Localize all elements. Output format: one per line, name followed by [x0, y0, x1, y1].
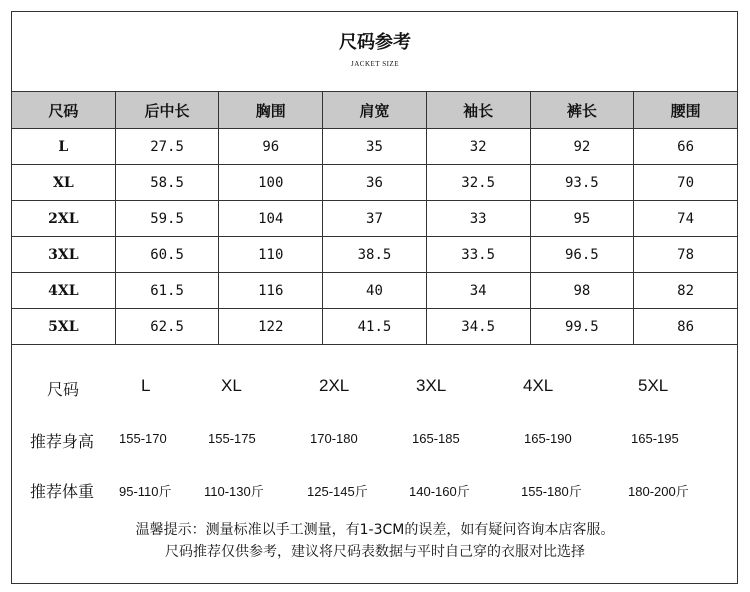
- recommend-weight: 110-130斤: [204, 484, 264, 499]
- recommend-weight: 95-110斤: [119, 484, 172, 499]
- recommend-height: 165-185: [412, 431, 460, 446]
- table-cell: 37: [323, 201, 427, 237]
- column-header: 尺码: [12, 92, 116, 129]
- recommend-weight: 155-180斤: [521, 484, 582, 499]
- table-cell: 32: [426, 129, 530, 165]
- recommend-height: 170-180: [310, 431, 358, 446]
- column-header: 腰围: [634, 92, 738, 129]
- chart-title: 尺码参考: [339, 32, 411, 53]
- table-cell: 86: [634, 309, 738, 345]
- table-row: [12, 201, 738, 237]
- table-cell: 99.5: [530, 309, 634, 345]
- table-cell: 35: [323, 129, 427, 165]
- recommend-height-label: 推荐身高: [30, 434, 95, 451]
- table-cell: 122: [219, 309, 323, 345]
- table-cell: 3XL: [12, 237, 116, 273]
- recommend-weight: 125-145斤: [307, 484, 368, 499]
- table-cell: 27.5: [115, 129, 219, 165]
- column-header: 肩宽: [323, 92, 427, 129]
- table-cell: 33.5: [426, 237, 530, 273]
- table-cell: 4XL: [12, 273, 116, 309]
- recommend-height: 155-175: [208, 431, 256, 446]
- recommend-size: 3XL: [416, 376, 447, 395]
- recommend-weight: 140-160斤: [409, 484, 470, 499]
- table-cell: 96.5: [530, 237, 634, 273]
- recommend-size: 4XL: [523, 376, 554, 395]
- table-cell: 98: [530, 273, 634, 309]
- table-row: [12, 273, 738, 309]
- table-cell: 59.5: [115, 201, 219, 237]
- table-cell: 110: [219, 237, 323, 273]
- recommend-height: 165-195: [631, 431, 679, 446]
- table-cell: 40: [323, 273, 427, 309]
- table-cell: 92: [530, 129, 634, 165]
- table-cell: 33: [426, 201, 530, 237]
- table-cell: XL: [12, 165, 116, 201]
- table-cell: 104: [219, 201, 323, 237]
- table-cell: 116: [219, 273, 323, 309]
- table-row: [12, 237, 738, 273]
- recommend-weight: 180-200斤: [628, 484, 689, 499]
- recommend-weight-label: 推荐体重: [30, 484, 95, 501]
- recommend-height: 165-190: [524, 431, 572, 446]
- size-table: [11, 91, 738, 345]
- recommend-size-label: 尺码: [47, 382, 80, 399]
- table-cell: 70: [634, 165, 738, 201]
- recommend-size: 5XL: [638, 376, 669, 395]
- column-header: 胸围: [219, 92, 323, 129]
- column-header: 裤长: [530, 92, 634, 129]
- recommend-height: 155-170: [119, 431, 167, 446]
- table-cell: 58.5: [115, 165, 219, 201]
- table-cell: 93.5: [530, 165, 634, 201]
- column-header: 袖长: [426, 92, 530, 129]
- table-cell: 34: [426, 273, 530, 309]
- tip-note-line1: 温馨提示：测量标准以手工测量，有1-3CM的误差，如有疑问咨询本店客服。: [135, 522, 615, 538]
- table-cell: 66: [634, 129, 738, 165]
- table-row: [12, 129, 738, 165]
- table-cell: 38.5: [323, 237, 427, 273]
- table-cell: 96: [219, 129, 323, 165]
- table-cell: 36: [323, 165, 427, 201]
- table-row: [12, 165, 738, 201]
- table-cell: 100: [219, 165, 323, 201]
- recommend-size: XL: [221, 376, 242, 395]
- table-row: [12, 309, 738, 345]
- recommend-size: L: [141, 376, 151, 395]
- recommend-size: 2XL: [319, 376, 350, 395]
- table-cell: 2XL: [12, 201, 116, 237]
- table-cell: 60.5: [115, 237, 219, 273]
- table-cell: 78: [634, 237, 738, 273]
- table-cell: 82: [634, 273, 738, 309]
- table-cell: 5XL: [12, 309, 116, 345]
- chart-subtitle: JACKET SIZE: [351, 60, 399, 68]
- table-cell: L: [12, 129, 116, 165]
- tip-note-line2: 尺码推荐仅供参考，建议将尺码表数据与平时自己穿的衣服对比选择: [165, 544, 585, 560]
- table-header-row: [12, 92, 738, 129]
- table-cell: 32.5: [426, 165, 530, 201]
- table-cell: 62.5: [115, 309, 219, 345]
- table-cell: 34.5: [426, 309, 530, 345]
- table-cell: 74: [634, 201, 738, 237]
- table-cell: 61.5: [115, 273, 219, 309]
- table-cell: 41.5: [323, 309, 427, 345]
- column-header: 后中长: [115, 92, 219, 129]
- table-cell: 95: [530, 201, 634, 237]
